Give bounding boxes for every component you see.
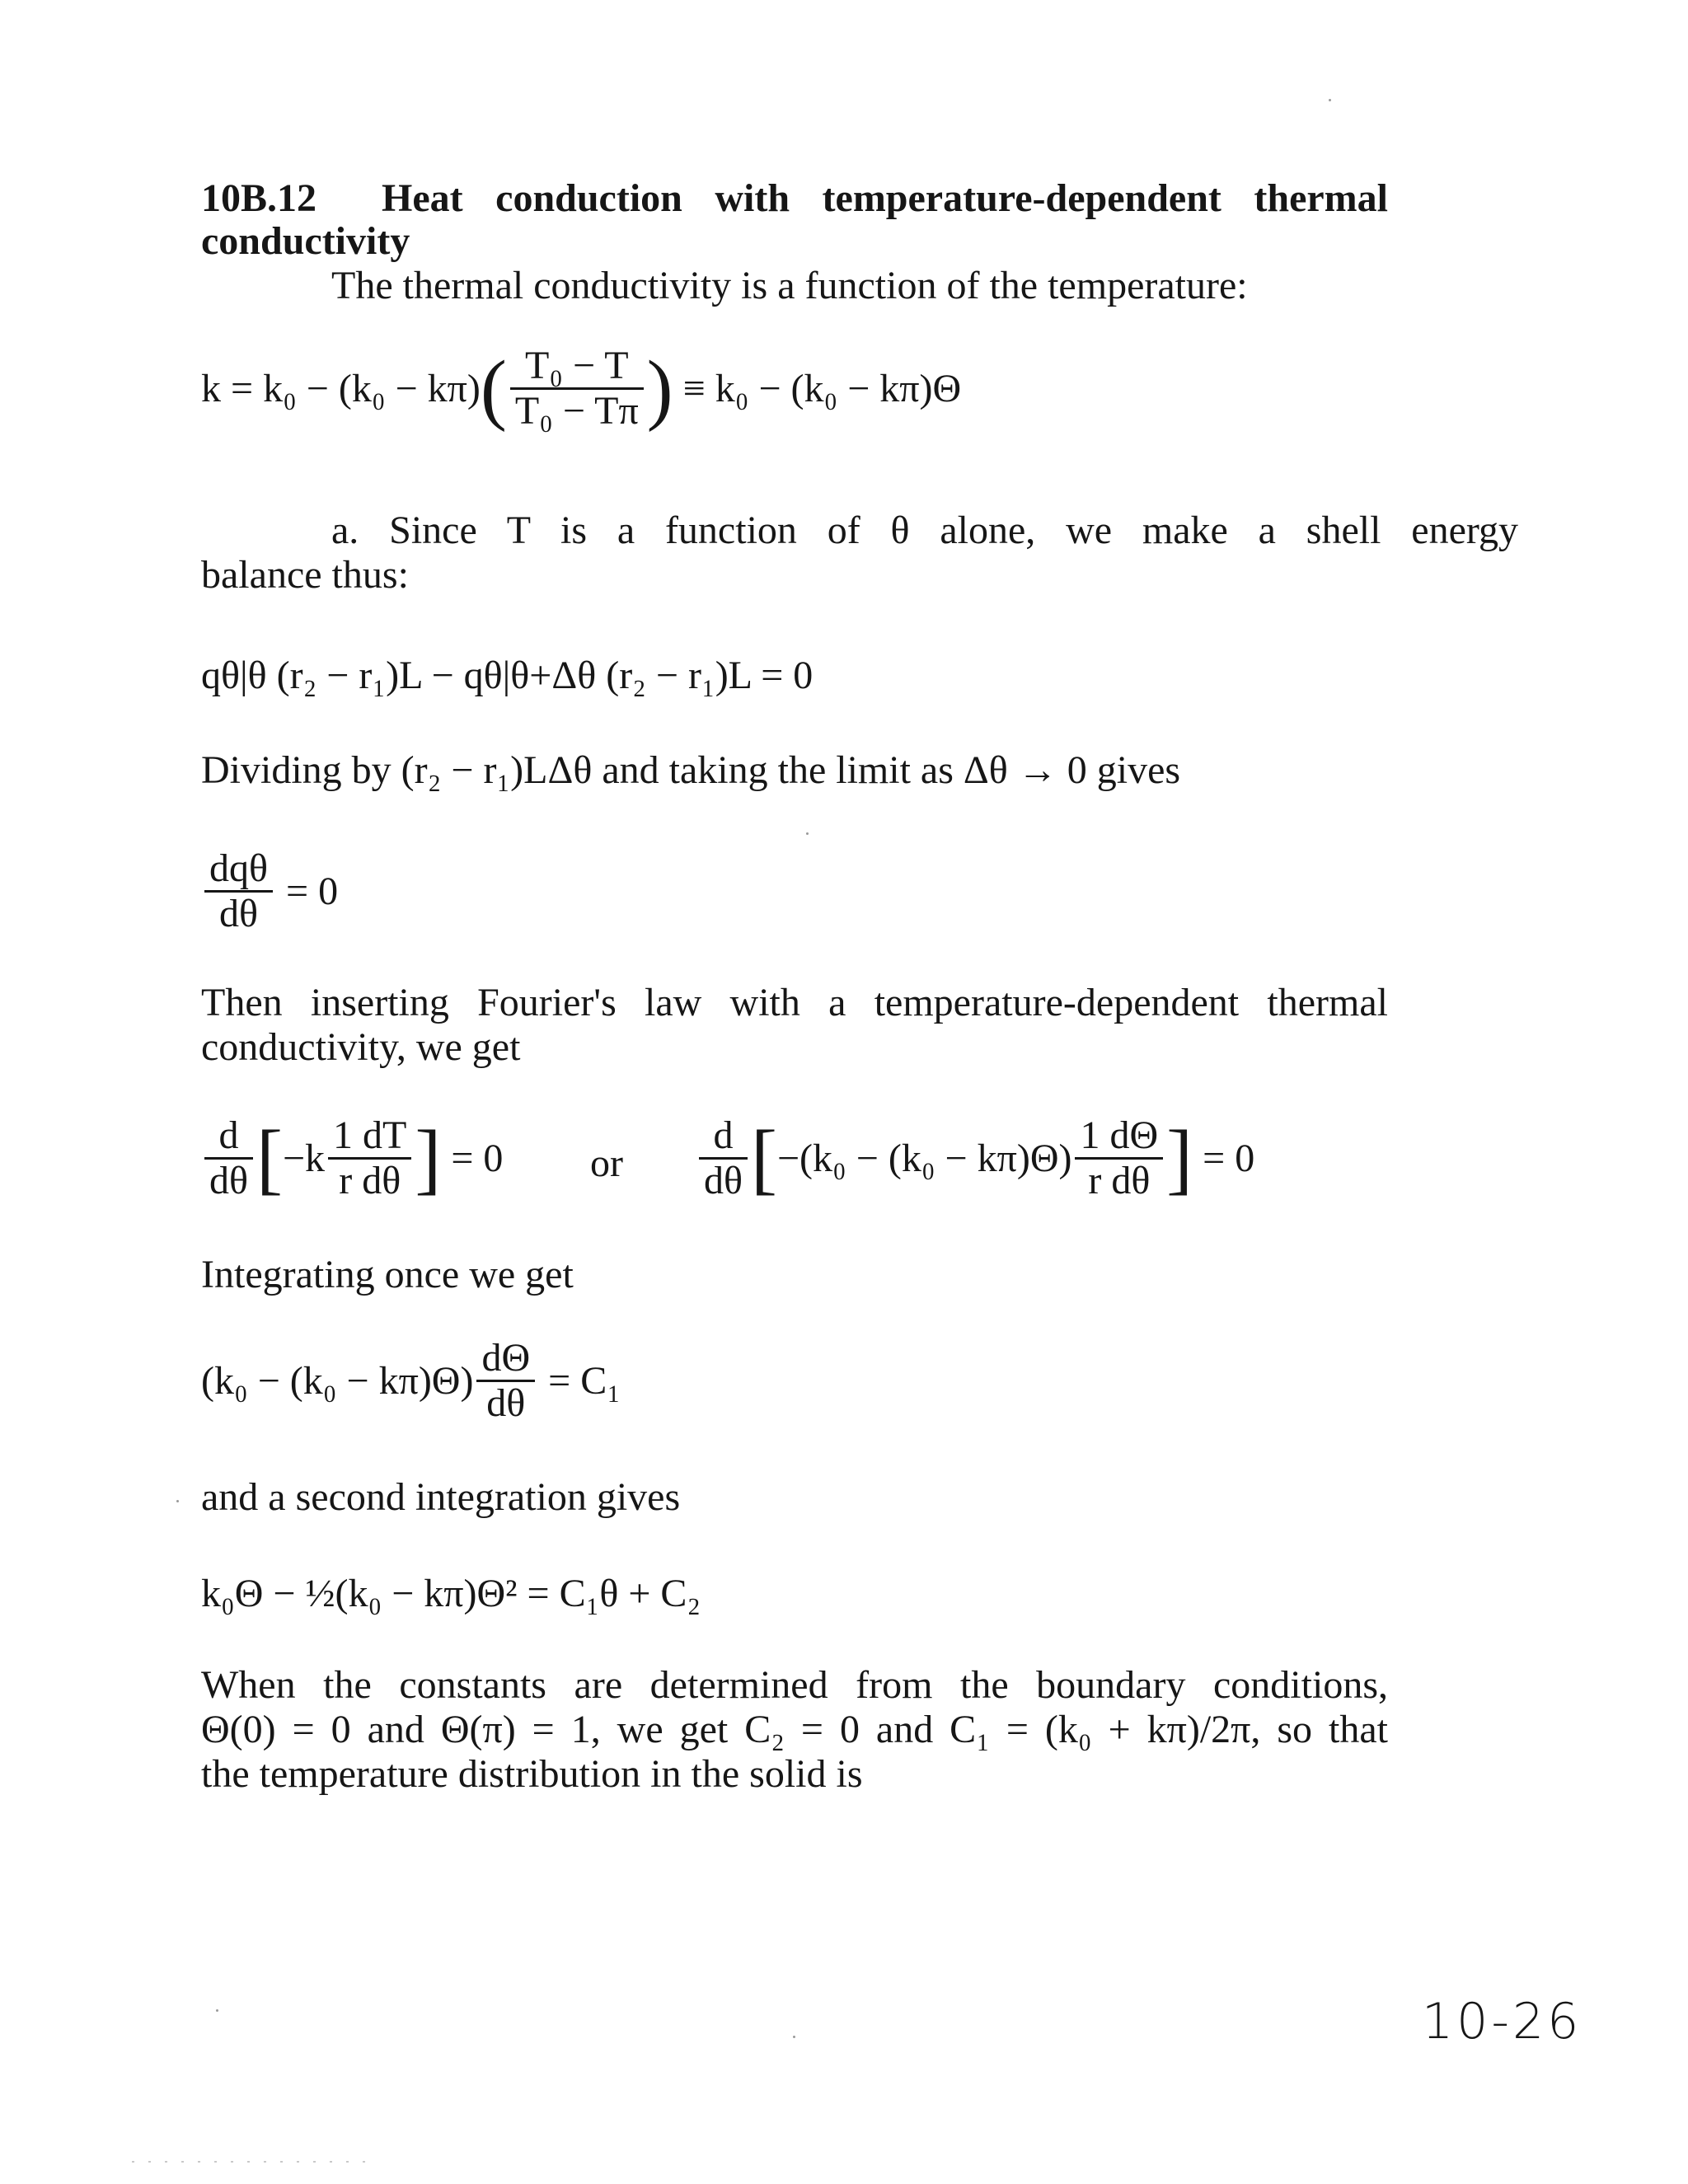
equation-or: or [590, 1141, 623, 1185]
eq5-numerator: dΘ [476, 1337, 535, 1382]
page-number: 10-26 [1422, 1993, 1582, 2050]
equation-fourier-form-a [201, 1114, 503, 1202]
eq1-denominator: T₀ − Tπ [514, 389, 639, 433]
left-paren: ( [480, 344, 507, 433]
eq1-numerator: T₀ − T [510, 344, 644, 390]
speck [806, 832, 809, 835]
left-bracket: [ [256, 1113, 283, 1202]
right-bracket: ] [415, 1113, 442, 1202]
right-paren: ) [646, 344, 673, 433]
eq4a-body: −k [282, 1137, 326, 1180]
paragraph-fourier: Then inserting Fourier's law with a temperature-dependent thermal [201, 981, 1388, 1024]
paragraph-shell-balance: a. Since T is a function of θ alone, we make a shell energy [331, 509, 1518, 552]
equation-energy-balance: qθ|θ (r₂ − r₁)L − qθ|θ+Δθ (r₂ − r₁)L = 0 [201, 654, 814, 697]
speck [216, 2009, 218, 2012]
paragraph-shell-balance-cont: balance thus: [201, 553, 409, 597]
paragraph-constants: When the constants are determined from the boundary conditions, [201, 1663, 1388, 1707]
paragraph-fourier-cont: conductivity, we get [201, 1025, 521, 1069]
paragraph-constants-2: Θ(0) = 0 and Θ(π) = 1, we get C₂ = 0 and C₁ = (k₀ + kπ)/2π, so that [201, 1708, 1388, 1751]
eq1-fraction [510, 344, 644, 433]
eq5-left: (k₀ − (k₀ − kπ)Θ) [201, 1359, 474, 1403]
equation-first-integral [201, 1337, 621, 1425]
eq1-left: k = k₀ − (k₀ − kπ) [201, 367, 481, 410]
eq5-denominator: dθ [486, 1381, 526, 1425]
eq4a-inner-numerator: 1 dT [328, 1114, 411, 1160]
eq4b-inner-fraction [1075, 1114, 1163, 1202]
eq3-numerator: dqθ [204, 847, 273, 893]
eq3-fraction [204, 847, 273, 935]
speck [176, 1500, 179, 1502]
eq5-rhs: = C₁ [548, 1359, 621, 1403]
equation-fourier-form-b [696, 1114, 1254, 1202]
eq4a-inner-fraction [328, 1114, 411, 1202]
eq1-right: ≡ k₀ − (k₀ − kπ)Θ [682, 367, 962, 410]
paragraph-constants-3: the temperature distribution in the solid is [201, 1752, 863, 1796]
eq4b-body: −(k₀ − (k₀ − kπ)Θ) [776, 1137, 1072, 1180]
eq4b-outer-fraction [699, 1114, 748, 1202]
equation-flux-derivative [201, 847, 338, 935]
section-number: 10B.12 [201, 176, 317, 220]
speck [1329, 99, 1331, 101]
eq4b-numerator: d [699, 1114, 748, 1160]
paragraph-intro: The thermal conductivity is a function of the temperature: [331, 264, 1248, 307]
eq3-rhs: = 0 [286, 869, 339, 913]
section-title-continued: conductivity [201, 219, 410, 263]
paragraph-second-integration: and a second integration gives [201, 1475, 681, 1519]
paragraph-dividing: Dividing by (r₂ − r₁)LΔθ and taking the limit as Δθ → 0 gives [201, 748, 1181, 792]
speck [793, 2036, 795, 2038]
eq4b-rhs: = 0 [1203, 1137, 1255, 1180]
eq4a-inner-denominator: r dθ [339, 1159, 401, 1202]
eq4b-denominator: dθ [704, 1159, 743, 1202]
eq4a-outer-fraction [204, 1114, 253, 1202]
right-bracket: ] [1166, 1113, 1193, 1202]
scan-dots [132, 2161, 379, 2163]
eq4b-inner-numerator: 1 dΘ [1075, 1114, 1163, 1160]
eq3-denominator: dθ [219, 892, 258, 935]
paragraph-integrating-once: Integrating once we get [201, 1253, 574, 1296]
eq5-fraction [476, 1337, 535, 1425]
left-bracket: [ [751, 1113, 777, 1202]
eq4a-numerator: d [204, 1114, 253, 1160]
equation-second-integral: k₀Θ − ½(k₀ − kπ)Θ² = C₁θ + C₂ [201, 1572, 701, 1615]
eq4a-denominator: dθ [209, 1159, 248, 1202]
equation-conductivity [201, 344, 961, 433]
eq4b-inner-denominator: r dθ [1088, 1159, 1151, 1202]
section-heading [201, 176, 1388, 221]
eq4a-rhs: = 0 [451, 1137, 504, 1180]
section-title: Heat conduction with temperature-dependent thermal [382, 176, 1388, 220]
